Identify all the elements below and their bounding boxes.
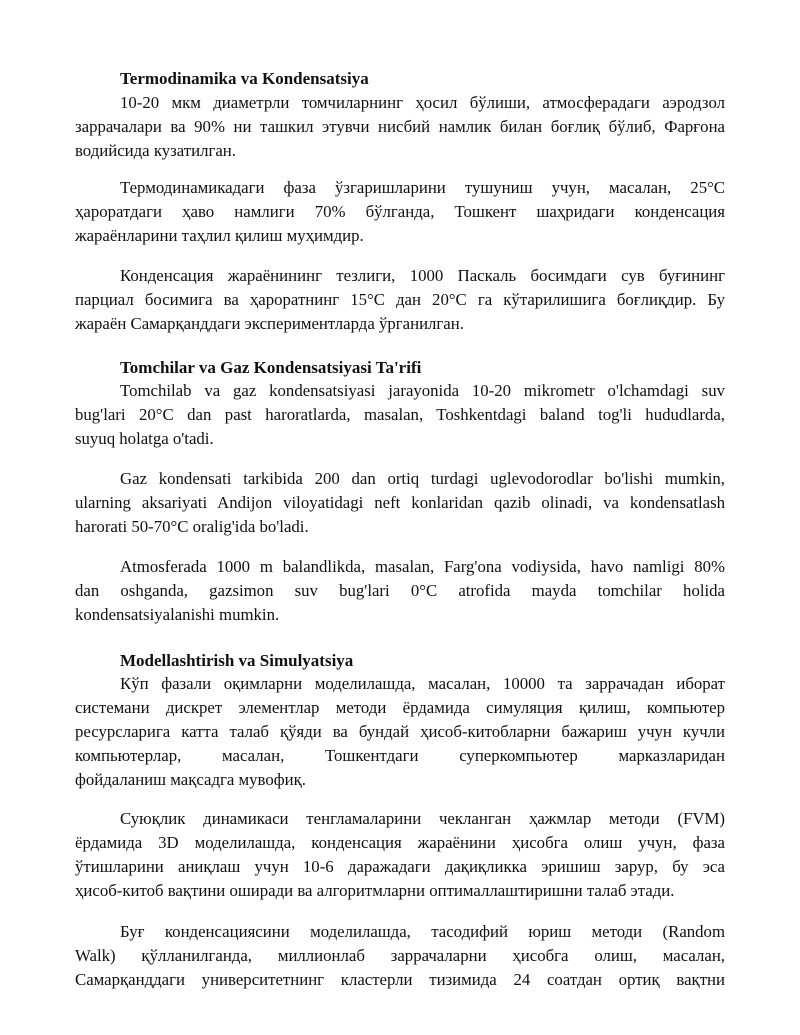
text-line: Tomchilab va gaz kondensatsiyasi jarayonida 10-20 mikrometr o'lchamdagi suv [120,381,725,400]
text-line: жараён Самарқанддаги экспериментларда ўрганилган. [75,314,464,333]
text-line: заррачалари ва 90% ни ташкил этувчи нисбий намлик билан боғлиқ бўлиб, Фарғона [75,117,725,136]
text-line: harorati 50-70°C oralig'ida bo'ladi. [75,517,309,536]
text-line: Буғ конденсациясини моделилашда, тасодифий юриш методи (Random [120,922,725,941]
paragraph [75,91,725,163]
section-heading-thermodynamics: Termodinamika va Kondensatsiya [120,69,369,88]
text-line: dan oshganda, gazsimon suv bug'lari 0°C atrofida mayda tomchilar holida [75,581,725,600]
text-line: ҳисоб-китоб вақтини оширади ва алгоритмларни оптималлаштиришни талаб этади. [75,881,675,900]
text-line: водийсида кузатилган. [75,141,236,160]
text-line: ularning aksariyati Andijon viloyatidagi neft konlaridan qazib olinadi, va kondensatlash [75,493,725,512]
text-line: Суюқлик динамикаси тенгламаларини чекланган ҳажмлар методи (FVM) [120,809,725,828]
text-line: ҳароратдаги ҳаво намлиги 70% бўлганда, Тошкент шаҳридаги конденсация [75,202,725,221]
paragraph [75,555,725,627]
paragraph [75,379,725,451]
text-line: bug'lari 20°C dan past haroratlarda, masalan, Toshkentdagi baland tog'li hududlarda, [75,405,725,424]
section-heading-droplets: Tomchilar va Gaz Kondensatsiyasi Ta'rifi [120,358,422,377]
text-line: компьютерлар, масалан, Тошкентдаги суперкомпьютер марказларидан [75,746,725,765]
paragraph [75,807,725,903]
paragraph [75,264,725,336]
text-line: Gaz kondensati tarkibida 200 dan ortiq turdagi uglevodorodlar bo'lishi mumkin, [120,469,725,488]
text-line: Walk) қўлланилганда, миллионлаб заррачаларни ҳисобга олиш, масалан, [75,946,725,965]
text-line: ёрдамида 3D моделилашда, конденсация жараёнини ҳисобга олиш учун, фаза [75,833,725,852]
paragraph [75,920,725,992]
text-line: ўтишларини аниқлаш учун 10-6 даражадаги дақиқликка эришиш зарур, бу эса [75,857,725,876]
text-line: системани дискрет элементлар методи ёрдамида симуляция қилиш, компьютер [75,698,725,717]
paragraph [75,672,725,792]
text-line: Кўп фазали оқимларни моделилашда, масалан, 10000 та заррачадан иборат [120,674,725,693]
text-line: ресурсларига катта талаб қўяди ва бундай ҳисоб-китобларни бажариш учун кучли [75,722,725,741]
text-line: жараёнларини таҳлил қилиш муҳимдир. [75,226,364,245]
paragraph [75,176,725,248]
text-line: 10-20 мкм диаметрли томчиларнинг ҳосил бўлиши, атмосферадаги аэродзол [120,93,725,112]
paragraph [75,467,725,539]
text-line: Конденсация жараёнининг тезлиги, 1000 Паскаль босимдаги сув буғининг [120,266,725,285]
text-line: парциал босимига ва ҳароратнинг 15°C дан 20°C га кўтарилишига боғлиқдир. Бу [75,290,725,309]
section-heading-modelling: Modellashtirish va Simulyatsiya [120,651,354,670]
text-line: Термодинамикадаги фаза ўзгаришларини тушуниш учун, масалан, 25°C [120,178,725,197]
text-line: kondensatsiyalanishi mumkin. [75,605,280,624]
text-line: фойдаланиш мақсадга мувофиқ. [75,770,306,789]
text-line: Самарқанддаги университетнинг кластерли тизимида 24 соатдан ортиқ вақтни [75,970,725,989]
text-line: suyuq holatga o'tadi. [75,429,214,448]
text-line: Atmosferada 1000 m balandlikda, masalan, Farg'ona vodiysida, havo namligi 80% [120,557,725,576]
